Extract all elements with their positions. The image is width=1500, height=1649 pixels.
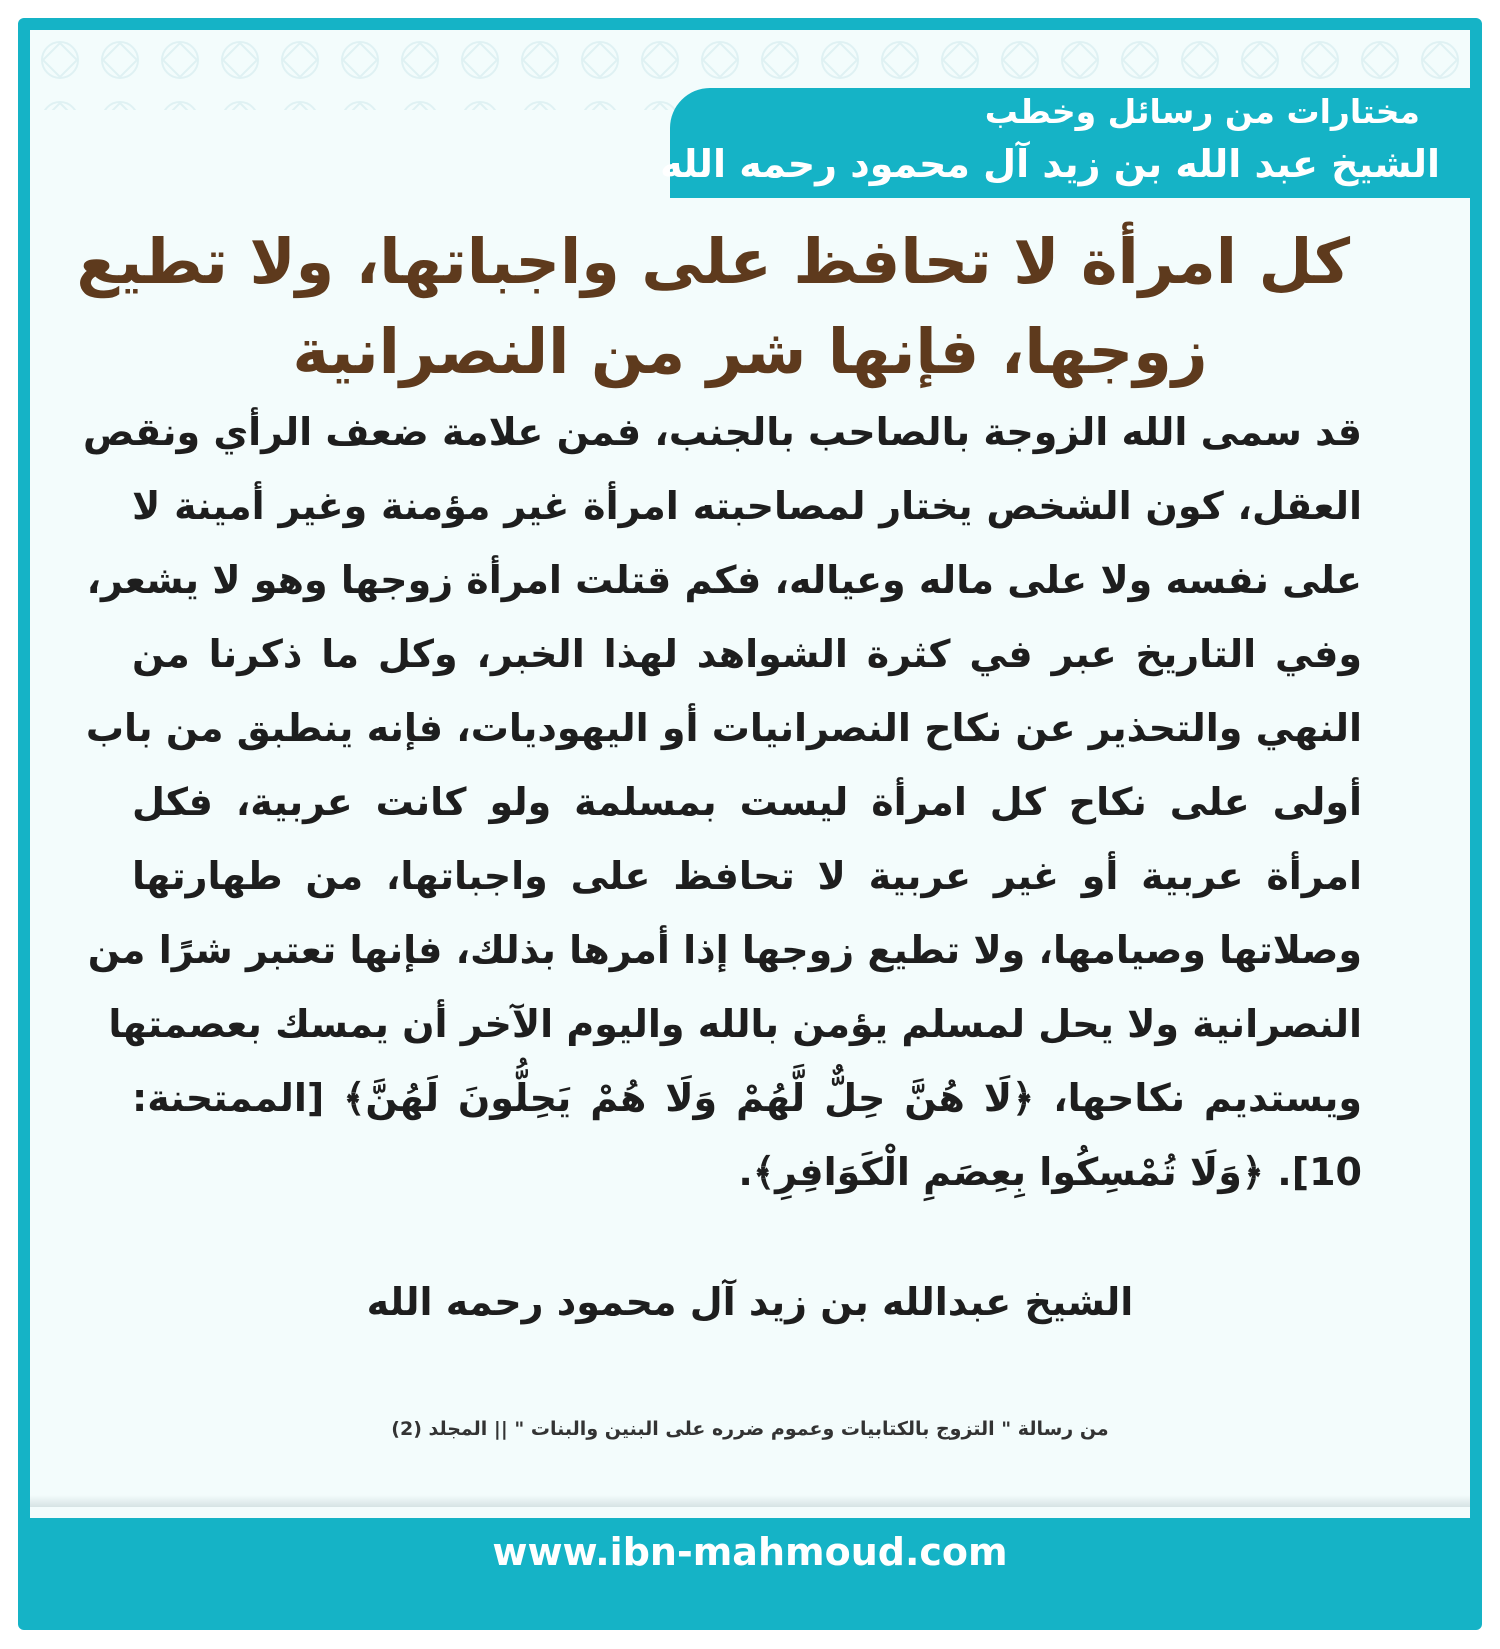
body-line: امرأة عربية أو غير عربية لا تحافظ على واجباتها، من طهارتها (132, 854, 1362, 898)
body-line: أولى على نكاح كل امرأة ليست بمسلمة ولو كانت عربية، فكل (132, 780, 1362, 824)
header-subtitle: مختارات من رسائل وخطب (984, 92, 1420, 131)
website-link[interactable]: www.ibn-mahmoud.com (492, 1530, 1008, 1574)
article-title-line-1: كل امرأة لا تحافظ على واجباتها، ولا تطيع (76, 225, 1350, 298)
body-line: العقل، كون الشخص يختار لمصاحبته امرأة غير مؤمنة وغير أمينة لا (132, 484, 1362, 528)
content-panel (30, 30, 1470, 1518)
body-line: 10]. ﴿وَلَا تُمْسِكُوا بِعِصَمِ الْكَوَافِرِ﴾. (738, 1150, 1362, 1194)
author-signature: الشيخ عبدالله بن زيد آل محمود رحمه الله (366, 1280, 1134, 1324)
article-title-line-2: زوجها، فإنها شر من النصرانية (292, 315, 1208, 388)
body-line: على نفسه ولا على ماله وعياله، فكم قتلت امرأة زوجها وهو لا يشعر، (86, 558, 1362, 602)
footer-divider (30, 1495, 1470, 1507)
body-line: النصرانية ولا يحل لمسلم يؤمن بالله واليوم الآخر أن يمسك بعصمتها (108, 1002, 1362, 1046)
body-line: ويستديم نكاحها، ﴿لَا هُنَّ حِلٌّ لَّهُمْ وَلَا هُمْ يَحِلُّونَ لَهُنَّ﴾ [الممتحنة: (132, 1076, 1362, 1120)
body-line: قد سمى الله الزوجة بالصاحب بالجنب، فمن علامة ضعف الرأي ونقص (83, 410, 1362, 454)
body-line: وفي التاريخ عبر في كثرة الشواهد لهذا الخبر، وكل ما ذكرنا من (132, 632, 1362, 676)
source-citation: من رسالة " التزوج بالكتابيات وعموم ضرره على البنين والبنات " || المجلد (2) (391, 1418, 1109, 1440)
body-line: وصلاتها وصيامها، ولا تطيع زوجها إذا أمرها بذلك، فإنها تعتبر شرًا من (87, 928, 1362, 972)
header-author: الشيخ عبد الله بن زيد آل محمود رحمه الله (660, 142, 1440, 186)
body-line: النهي والتحذير عن نكاح النصرانيات أو اليهوديات، فإنه ينطبق من باب (85, 706, 1362, 750)
